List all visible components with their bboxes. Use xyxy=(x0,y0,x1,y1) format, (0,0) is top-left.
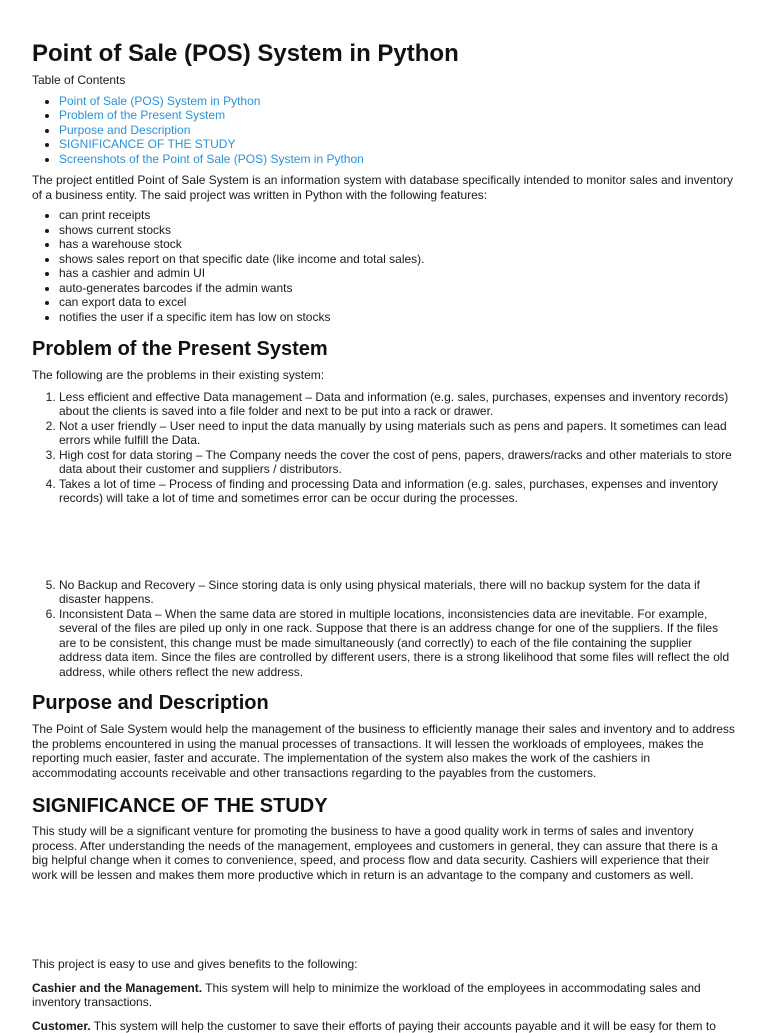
toc-item xyxy=(59,152,735,167)
problem-item: 6. Inconsistent Data – When the same data are stored in multiple locations, inconsistencies data are inevitable. For example, several of the files are piled up only in one rack. Suppose that there is an address change for one of the suppliers. If the files are to be consistent, this change must be made simultaneously (and correctly) to each of the file containing the supplier address data item. Since the files are controlled by different users, there is a strong likelihood that some files will reflect the old address, while others reflect the new address. xyxy=(59,607,735,680)
problem-item: 1. Less efficient and effective Data management – Data and information (e.g. sales, purchases, expenses and inventory records) about the clients is saved into a file folder and next to be put into a rack or drawer. xyxy=(59,390,735,419)
significance-paragraph: This study will be a significant venture for promoting the business to have a good quality work in terms of sales and inventory process. After understanding the needs of the management, employees and customers in general, they can assure that there is a big helpful change when it comes to convenience, speed, and process flow and data security. Cashiers will experience that their work will be lessen and makes them more productive which in return is an advantage to the company and customers as well. xyxy=(32,824,735,882)
benefits-intro: This project is easy to use and gives benefits to the following: xyxy=(32,957,735,972)
content-gap xyxy=(32,882,735,957)
toc-link-significance[interactable]: SIGNIFICANCE OF THE STUDY xyxy=(59,137,235,151)
toc-label: Table of Contents xyxy=(32,73,735,88)
feature-item: • can export data to excel xyxy=(59,295,735,310)
feature-item: • has a warehouse stock xyxy=(59,237,735,252)
feature-item: • can print receipts xyxy=(59,208,735,223)
toc-link-pos-system[interactable]: Point of Sale (POS) System in Python xyxy=(59,94,260,108)
toc-item xyxy=(59,123,735,138)
significance-heading: SIGNIFICANCE OF THE STUDY xyxy=(32,794,735,818)
benefit-text: This system will help to minimize the workload of the employees in accommodating sales and inventory transactions. xyxy=(32,981,701,1010)
feature-item: • shows current stocks xyxy=(59,223,735,238)
problems-list-continued xyxy=(32,578,735,680)
toc-link-problem[interactable]: Problem of the Present System xyxy=(59,108,225,122)
table-of-contents xyxy=(32,94,735,167)
problem-item: 5. No Backup and Recovery – Since storing data is only using physical materials, there will no backup system for the data if disaster happens. xyxy=(59,578,735,607)
benefit-text: This system will help the customer to save their efforts of paying their accounts payable and it will be easy for them to xyxy=(91,1019,716,1033)
purpose-paragraph: The Point of Sale System would help the management of the business to efficiently manage their sales and inventory and to address the problems encountered in using the manual processes of transactions. It will lessen the workloads of employees, makes the reporting much easier, faster and accurate. The implementation of the system also makes the work of the cashiers in accommodating accounts receivable and other transactions regarding to the payables from the customers. xyxy=(32,722,735,780)
toc-link-purpose[interactable]: Purpose and Description xyxy=(59,123,190,137)
features-list xyxy=(32,208,735,324)
toc-item xyxy=(59,94,735,109)
feature-item: • has a cashier and admin UI xyxy=(59,266,735,281)
problem-item: 2. Not a user friendly – User need to input the data manually by using materials such as pens and papers. It sometimes can lead errors while fulfill the Data. xyxy=(59,419,735,448)
page-title: Point of Sale (POS) System in Python xyxy=(32,0,735,68)
toc-item xyxy=(59,108,735,123)
intro-paragraph: The project entitled Point of Sale System is an information system with database specifically intended to monitor sales and inventory of a business entity. The said project was written in Python with the following features: xyxy=(32,173,735,202)
problems-list xyxy=(32,390,735,506)
feature-item: • auto-generates barcodes if the admin wants xyxy=(59,281,735,296)
toc-link-screenshots[interactable]: Screenshots of the Point of Sale (POS) System in Python xyxy=(59,152,364,166)
benefit-label: Customer. xyxy=(32,1019,91,1033)
problem-item: 4. Takes a lot of time – Process of finding and processing Data and information (e.g. sales, purchases, expenses and inventory records) will take a lot of time and sometimes error can be occur during the processes. xyxy=(59,477,735,506)
benefit-customer xyxy=(32,1019,735,1033)
benefit-cashier xyxy=(32,981,735,1010)
purpose-heading: Purpose and Description xyxy=(32,691,735,715)
problem-heading: Problem of the Present System xyxy=(32,337,735,361)
toc-item xyxy=(59,137,735,152)
content-gap xyxy=(32,506,735,571)
feature-item: • shows sales report on that specific date (like income and total sales). xyxy=(59,252,735,267)
problem-item: 3. High cost for data storing – The Company needs the cover the cost of pens, papers, drawers/racks and other materials to store data about their customer and suppliers / distributors. xyxy=(59,448,735,477)
feature-item: • notifies the user if a specific item has low on stocks xyxy=(59,310,735,325)
problem-intro: The following are the problems in their existing system: xyxy=(32,368,735,383)
benefit-label: Cashier and the Management. xyxy=(32,981,202,995)
